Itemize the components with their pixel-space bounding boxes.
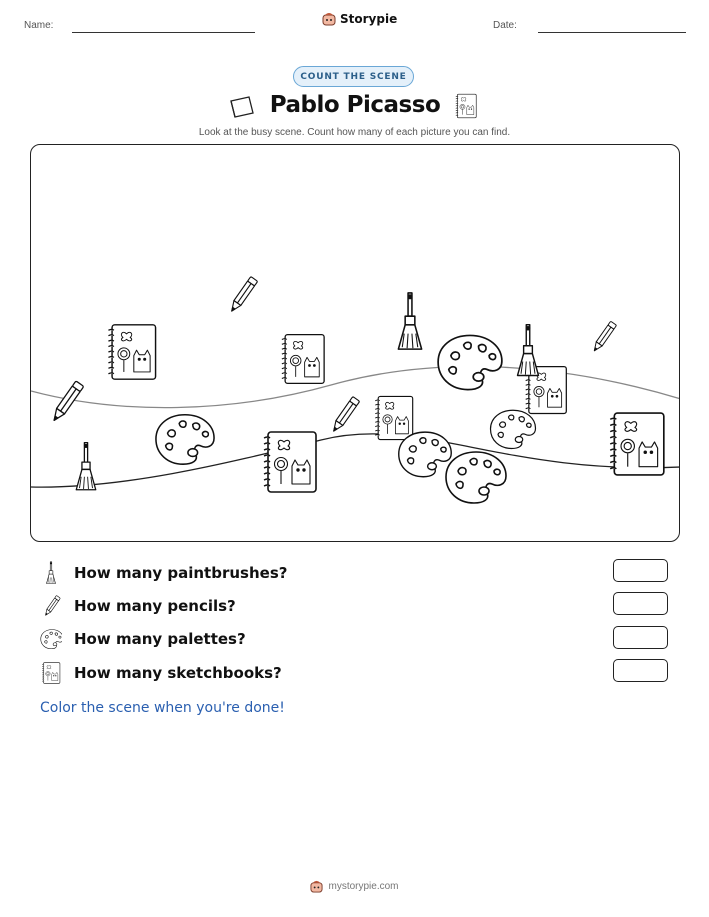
question-text: How many paintbrushes? xyxy=(74,564,288,582)
answer-box-palettes[interactable] xyxy=(613,626,668,649)
palette-icon xyxy=(399,432,452,477)
sketchbook-icon xyxy=(108,325,155,379)
storypie-icon xyxy=(310,880,323,893)
question-text: How many sketchbooks? xyxy=(74,664,282,682)
name-field[interactable] xyxy=(72,32,255,33)
answer-box-pencils[interactable] xyxy=(613,592,668,615)
sketchbook-icon xyxy=(264,432,316,492)
paintbrush-icon xyxy=(40,561,62,585)
palette-icon xyxy=(156,415,214,464)
footer xyxy=(0,880,709,893)
storypie-icon xyxy=(322,12,336,26)
canvas-icon xyxy=(229,95,255,119)
pencil-icon xyxy=(228,277,257,314)
question-text: How many palettes? xyxy=(74,630,246,648)
count-the-scene-badge: COUNT THE SCENE xyxy=(293,66,414,87)
name-label: Name: xyxy=(24,20,54,31)
pencil-icon xyxy=(50,381,84,423)
paintbrush-icon xyxy=(76,443,96,490)
palette-icon xyxy=(491,410,536,448)
palette-icon xyxy=(40,627,62,651)
busy-scene xyxy=(30,144,680,542)
pencil-icon xyxy=(330,397,359,434)
question-paintbrushes xyxy=(40,561,287,585)
answer-box-paintbrushes[interactable] xyxy=(613,559,668,582)
question-pencils xyxy=(40,594,236,618)
question-sketchbooks xyxy=(40,661,282,685)
brand-logo xyxy=(322,12,397,26)
palette-icon xyxy=(438,335,502,389)
sketchbook-icon xyxy=(610,413,664,475)
instructions: Look at the busy scene. Count how many of each picture you can find. xyxy=(198,127,511,138)
paintbrush-icon xyxy=(518,325,539,376)
date-field[interactable] xyxy=(538,32,686,33)
pencil-icon xyxy=(591,321,616,353)
pencil-icon xyxy=(40,594,62,618)
question-text: How many pencils? xyxy=(74,597,236,615)
sketchbook-icon xyxy=(455,93,477,119)
closing-instruction: Color the scene when you're done! xyxy=(40,700,285,716)
page-title: Pablo Picasso xyxy=(269,92,441,118)
sketchbook-icon xyxy=(375,396,412,439)
footer-url[interactable]: mystorypie.com xyxy=(328,881,399,892)
date-label: Date: xyxy=(493,20,517,31)
sketchbook-icon xyxy=(282,335,324,384)
sketchbook-icon xyxy=(40,661,62,685)
answer-box-sketchbooks[interactable] xyxy=(613,659,668,682)
palette-icon xyxy=(446,452,506,503)
brand-name: Storypie xyxy=(340,12,398,26)
question-palettes xyxy=(40,627,246,651)
paintbrush-icon xyxy=(398,293,421,349)
scene-hill-line-front xyxy=(31,434,680,487)
